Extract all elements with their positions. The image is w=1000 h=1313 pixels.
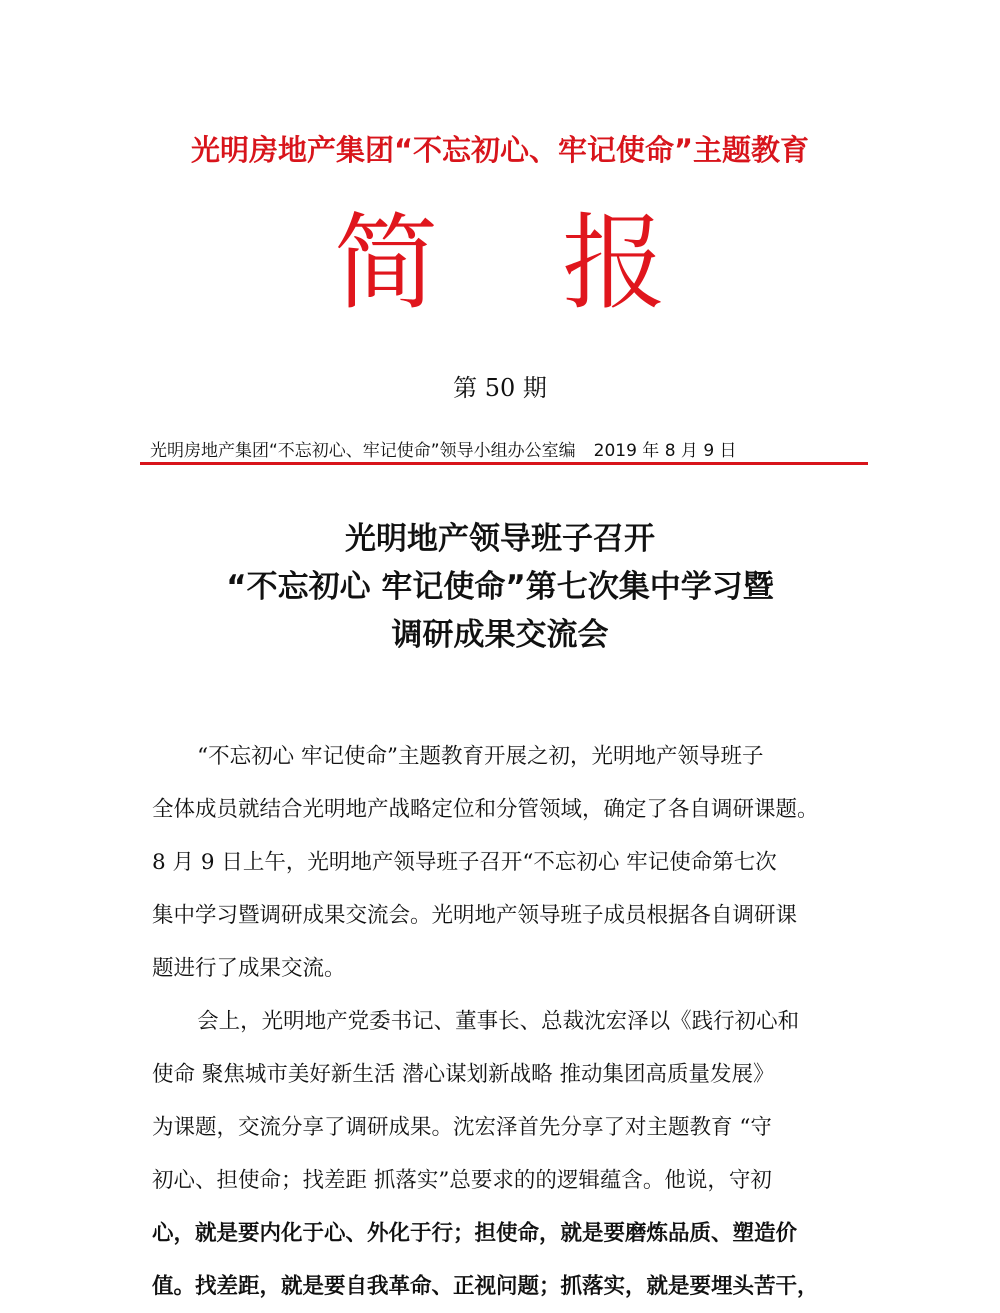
article-title-line-3: 调研成果交流会 [391,617,609,653]
body-line: 为课题，交流分享了调研成果。沈宏泽首先分享了对主题教育 “守 [152,1115,772,1140]
red-divider [140,462,868,465]
body-line: 初心、担使命；找差距 抓落实”总要求的的逻辑蕴含。他说，守初 [152,1168,772,1193]
body-line: 值。找差距，就是要自我革命、正视问题；抓落实，就是要埋头苦干， [152,1274,819,1299]
article-title-line-2: “不忘初心 牢记使命”第七次集中学习暨 [226,569,774,605]
editor-line [150,436,850,461]
body-line: 会上，光明地产党委书记、董事长、总裁沈宏泽以《践行初心和 [197,1009,800,1034]
org-theme-heading: 光明房地产集团“不忘初心、牢记使命”主题教育 [190,133,810,167]
body-line: 题进行了成果交流。 [152,956,346,981]
issue-date: 2019 年 8 月 9 日 [593,441,737,461]
body-line: 使命 聚焦城市美好新生活 潜心谋划新战略 推动集团高质量发展》 [152,1062,775,1087]
article-title [0,515,1000,659]
article-title-line-1: 光明地产领导班子召开 [345,521,655,557]
bulletin-title-char-1: 简 [333,202,438,324]
body-line: 8 月 9 日上午，光明地产领导班子召开“不忘初心 牢记使命第七次 [152,850,777,875]
issue-number: 第 50 期 [453,374,547,402]
body-line: 全体成员就结合光明地产战略定位和分管领域，确定了各自调研课题。 [152,797,819,822]
body-line: 集中学习暨调研成果交流会。光明地产领导班子成员根据各自调研课 [152,903,798,928]
body-line: “不忘初心 牢记使命”主题教育开展之初，光明地产领导班子 [197,744,764,769]
editor-name: 光明房地产集团“不忘初心、牢记使命”领导小组办公室编 [150,441,576,461]
body-line: 心，就是要内化于心、外化于行；担使命，就是要磨炼品质、塑造价 [152,1221,798,1246]
bulletin-title [0,198,1000,328]
bulletin-title-char-2: 报 [561,202,666,324]
article-body [152,730,852,1313]
